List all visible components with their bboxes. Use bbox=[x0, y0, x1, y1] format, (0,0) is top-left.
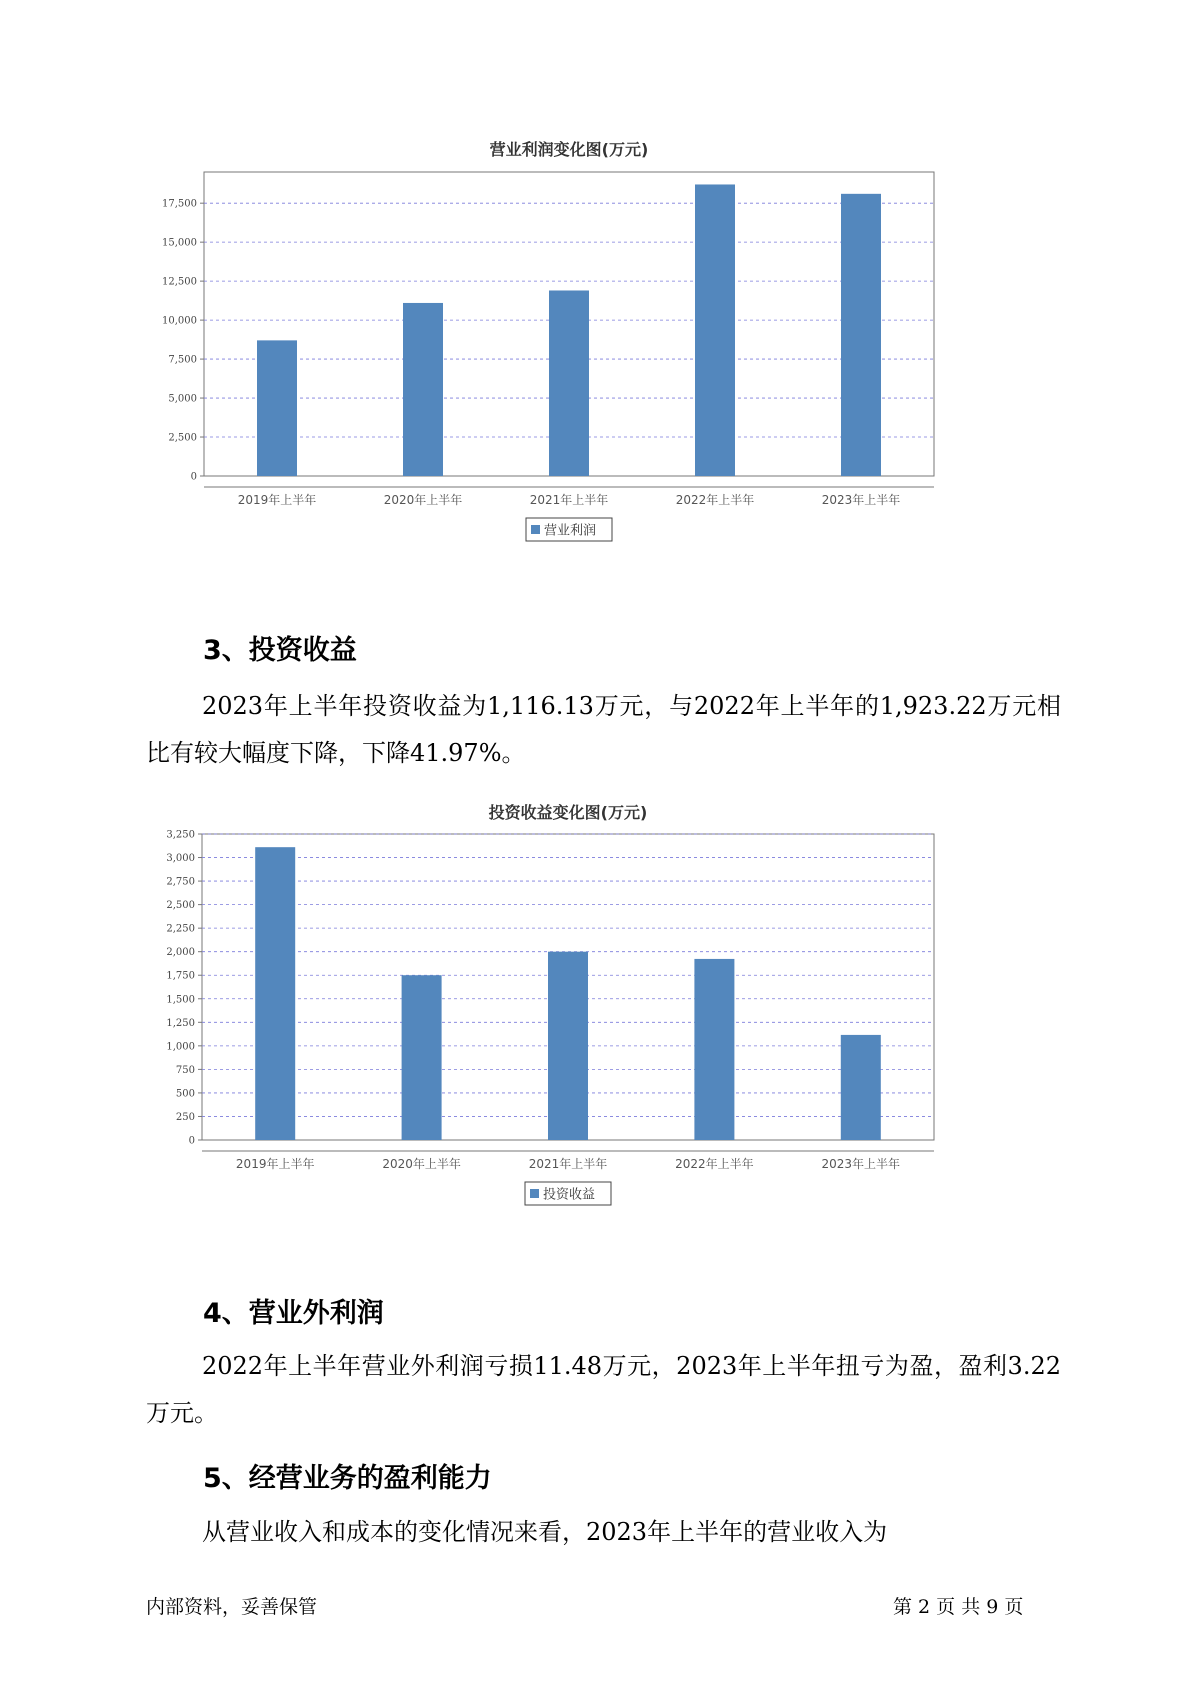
y-tick-label: 0 bbox=[188, 1135, 195, 1147]
x-tick-label: 2019年上半年 bbox=[235, 1157, 315, 1171]
bar bbox=[841, 1035, 881, 1140]
chart-title: 投资收益变化图(万元) bbox=[488, 803, 648, 822]
section-5-heading: 5、经营业务的盈利能力 bbox=[203, 1463, 492, 1494]
x-tick-label: 2019年上半年 bbox=[237, 493, 317, 507]
profit-chart bbox=[140, 135, 1040, 595]
y-tick-label: 3,000 bbox=[166, 853, 195, 865]
bar bbox=[548, 952, 588, 1140]
legend bbox=[525, 1182, 611, 1205]
y-tick-label: 1,500 bbox=[166, 994, 195, 1006]
footer-left: 内部资料，妥善保管 bbox=[146, 1596, 318, 1618]
legend-swatch bbox=[530, 1189, 539, 1198]
x-tick-label: 2020年上半年 bbox=[382, 1157, 461, 1171]
y-tick-label: 3,250 bbox=[166, 829, 195, 841]
profit-chart-svg bbox=[140, 135, 1040, 595]
section-5-paragraph: 从营业收入和成本的变化情况来看，2023年上半年的营业收入为 bbox=[202, 1518, 888, 1546]
x-tick-label: 2022年上半年 bbox=[675, 1157, 754, 1171]
x-tick-label: 2021年上半年 bbox=[528, 1157, 608, 1171]
y-tick-label: 2,500 bbox=[168, 432, 197, 444]
y-tick-label: 2,500 bbox=[166, 900, 195, 912]
bar bbox=[257, 340, 297, 476]
x-tick-label: 2022年上半年 bbox=[675, 493, 755, 507]
y-tick-label: 12,500 bbox=[162, 276, 197, 288]
y-tick-label: 1,250 bbox=[166, 1017, 195, 1029]
bar bbox=[403, 303, 443, 476]
legend-label: 营业利润 bbox=[544, 523, 597, 539]
bar bbox=[695, 184, 735, 476]
section-3-heading: 3、投资收益 bbox=[203, 635, 357, 666]
y-tick-label: 1,750 bbox=[166, 970, 195, 982]
x-tick-label: 2021年上半年 bbox=[529, 493, 609, 507]
investment-chart bbox=[140, 798, 1040, 1256]
x-tick-label: 2023年上半年 bbox=[821, 1157, 901, 1171]
y-tick-label: 7,500 bbox=[168, 354, 197, 366]
legend bbox=[526, 518, 612, 541]
y-tick-label: 500 bbox=[175, 1088, 195, 1100]
bar bbox=[402, 975, 442, 1140]
y-tick-label: 2,750 bbox=[166, 876, 195, 888]
y-tick-label: 10,000 bbox=[162, 315, 197, 327]
legend-label: 投资收益 bbox=[543, 1187, 596, 1203]
x-tick-label: 2020年上半年 bbox=[383, 493, 463, 507]
bar bbox=[694, 959, 734, 1140]
y-tick-label: 750 bbox=[175, 1064, 195, 1076]
bar bbox=[841, 194, 881, 476]
y-tick-label: 15,000 bbox=[162, 237, 197, 249]
footer-page-number: 第 2 页 共 9 页 bbox=[893, 1596, 1024, 1618]
legend-swatch bbox=[531, 525, 540, 534]
y-tick-label: 0 bbox=[190, 471, 197, 483]
chart-title: 营业利润变化图(万元) bbox=[489, 140, 649, 159]
y-tick-label: 17,500 bbox=[162, 198, 197, 210]
investment-chart-svg bbox=[140, 798, 1040, 1256]
y-tick-label: 2,000 bbox=[166, 947, 195, 959]
y-tick-label: 2,250 bbox=[166, 923, 195, 935]
bar bbox=[549, 290, 589, 476]
section-4-paragraph: 2022年上半年营业外利润亏损11.48万元，2023年上半年扭亏为盈，盈利3.22万元。 bbox=[146, 1352, 1061, 1427]
bar bbox=[255, 847, 295, 1140]
section-3-paragraph: 2023年上半年投资收益为1,116.13万元，与2022年上半年的1,923.22万元相比有较大幅度下降，下降41.97%。 bbox=[146, 692, 1061, 767]
y-tick-label: 1,000 bbox=[166, 1041, 195, 1053]
y-tick-label: 250 bbox=[175, 1111, 195, 1123]
y-tick-label: 5,000 bbox=[168, 393, 197, 405]
section-4-heading: 4、营业外利润 bbox=[203, 1298, 384, 1329]
x-tick-label: 2023年上半年 bbox=[821, 493, 901, 507]
